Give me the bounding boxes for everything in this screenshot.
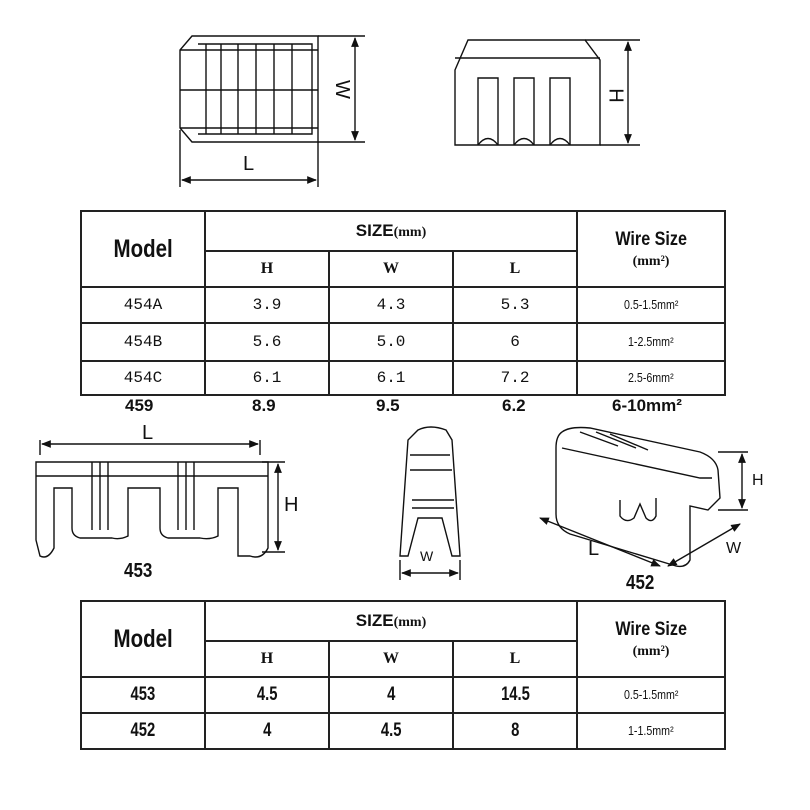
col-l-header: L — [453, 251, 577, 287]
table-row: 452 4 4.5 8 1-1.5mm² — [81, 713, 725, 749]
caption-452: 452 — [626, 572, 655, 594]
label-l-top: L — [243, 153, 255, 175]
col-w-header: W — [329, 641, 453, 677]
col-w-header: W — [329, 251, 453, 287]
wire-459: 6-10mm² — [612, 396, 682, 415]
label-h-453: H — [284, 494, 299, 516]
size-header: SIZE(mm) — [205, 601, 577, 641]
label-h-top: H — [604, 88, 627, 103]
table-row-459 — [80, 396, 720, 418]
model-header: Model — [81, 211, 205, 287]
l-459: 6.2 — [502, 396, 526, 415]
wire-size-header: Wire Size (mm²) — [577, 211, 725, 287]
table-row: 453 4.5 4 14.5 0.5-1.5mm² — [81, 677, 725, 713]
drawing-452 — [540, 428, 748, 567]
label-w-side: W — [420, 548, 434, 564]
table-row: 454A 3.9 4.3 5.3 0.5-1.5mm² — [81, 287, 725, 323]
label-h-452: H — [752, 472, 764, 489]
table-row: 454C 6.1 6.1 7.2 2.5-6mm² — [81, 361, 725, 395]
col-l-header: L — [453, 641, 577, 677]
size-table-452-453 — [80, 600, 726, 750]
h-459: 8.9 — [252, 396, 276, 415]
w-459: 9.5 — [376, 396, 400, 415]
model-header: Model — [81, 601, 205, 677]
drawing-453 — [36, 440, 285, 557]
col-h-header: H — [205, 641, 329, 677]
size-table-454 — [80, 210, 726, 396]
label-w-452: W — [726, 540, 742, 557]
wire-size-header: Wire Size (mm²) — [577, 601, 725, 677]
label-l-453: L — [142, 422, 154, 444]
table-row: 454B 5.6 5.0 6 1-2.5mm² — [81, 323, 725, 361]
top-left-view — [180, 36, 365, 187]
model-459: 459 — [125, 396, 154, 415]
col-h-header: H — [205, 251, 329, 287]
label-l-452: L — [588, 538, 600, 560]
label-w-top: W — [330, 80, 353, 99]
caption-453: 453 — [124, 560, 153, 582]
size-header: SIZE(mm) — [205, 211, 577, 251]
